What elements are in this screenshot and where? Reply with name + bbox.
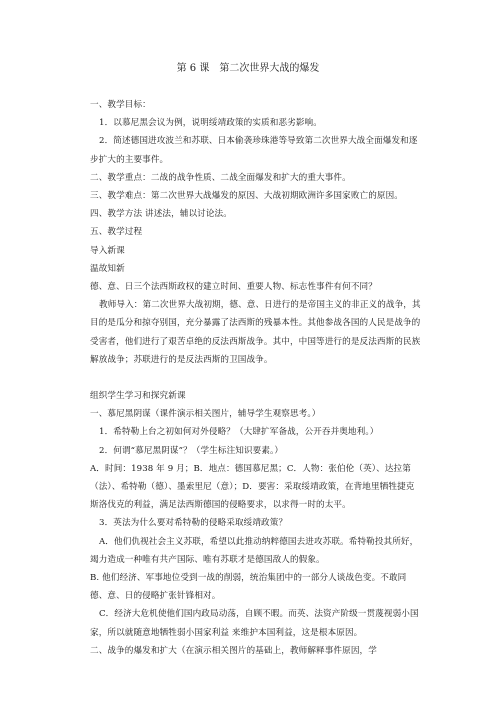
paragraph: 2．简述德国进攻波兰和苏联、日本偷袭珍珠港等导致第二次世界大战全面爆发和逐步扩大的主要事件。: [90, 136, 418, 165]
paragraph: B. 他们经济、军事地位受到一战的削弱，统治集团中的一部分人谈战色变。不敢同德、意、日的侵略扩张针锋相对。: [90, 573, 407, 602]
paragraph: 四、教学方法 讲述法，辅以讨论法。: [90, 209, 232, 220]
paragraph: 一、慕尼黑阴谋（课件演示相关图片，辅导学生观察思考。）: [90, 409, 321, 420]
paragraph: 三、教学难点：第二次世界大战爆发的原因、大战初期欧洲许多国家败亡的原因。: [90, 191, 403, 202]
paragraph: 教师导入：第二次世界大战初期，德、意、日进行的是帝国主义的非正义的战争，其目的是瓜分和掠夺别国，充分暴露了法西斯的残暴本性。其他参战各国的人民是战争的受害者，他们进行了艰苦卓绝的反法西斯战争。其中，中国等进行的是反法西斯的民族解放战争；苏联进行的是反法西斯的卫国战争。: [90, 300, 421, 365]
paragraph: 德、意、日三个法西斯政权的建立时间、重要人物、标志性事件有何不同？: [90, 282, 377, 293]
section-new-lesson: [90, 387, 421, 660]
paragraph: 1．希特勒上台之初如何对外侵略？（大肆扩军备战，公开吞并奥地利。）: [99, 427, 379, 438]
paragraph: 1．以慕尼黑会议为例，说明绥靖政策的实质和恶劣影响。: [99, 118, 322, 129]
paragraph: 一、教学目标：: [90, 100, 151, 110]
page-title: 第 6 课 第二次世界大战的爆发: [176, 63, 320, 74]
section-objectives: [90, 96, 421, 369]
paragraph: 二、战争的爆发和扩大（在演示相关图片的基础上，教师解释事件原因，学: [90, 645, 377, 656]
document-body: [90, 96, 421, 660]
paragraph: 温故知新: [90, 263, 125, 274]
paragraph: A．时间：1938 年 9 月；B．地点：德国慕尼黑；C．人物：张伯伦（英）、达拉第（法）、希特勒（德）、墨索里尼（意）；D．要害：采取绥靖政策，在背地里牺牲捷克斯洛伐克的利益，满足法西斯德国的侵略要求，以求得一时的太平。: [90, 463, 415, 511]
paragraph: 导入新课: [90, 245, 125, 256]
paragraph: 组织学生学习和探究新课: [90, 391, 186, 402]
paragraph: 二、教学重点：二战的战争性质、二战全面爆发和扩大的重大事件。: [90, 172, 351, 183]
paragraph: C．经济大危机使他们国内政局动荡，自顾不暇。而英、法资产阶级一贯蔑视弱小国家，所以就随意地牺牲弱小国家利益 来维护本国利益，这是根本原因。: [90, 609, 419, 638]
paragraph: 五、教学过程: [90, 227, 143, 238]
paragraph: 2．何谓“慕尼黑阴谋”？（学生标注知识要素。）: [99, 445, 284, 456]
paragraph: A．他们仇视社会主义苏联，希望以此推动纳粹德国去进攻苏联。希特勒投其所好，竭力造成一种唯有共产国际、唯有苏联才是德国敌人的假象。: [90, 536, 419, 565]
paragraph-gap: [90, 369, 421, 387]
paragraph: 3．英法为什么要对希特勒的侵略采取绥靖政策？: [99, 518, 288, 529]
